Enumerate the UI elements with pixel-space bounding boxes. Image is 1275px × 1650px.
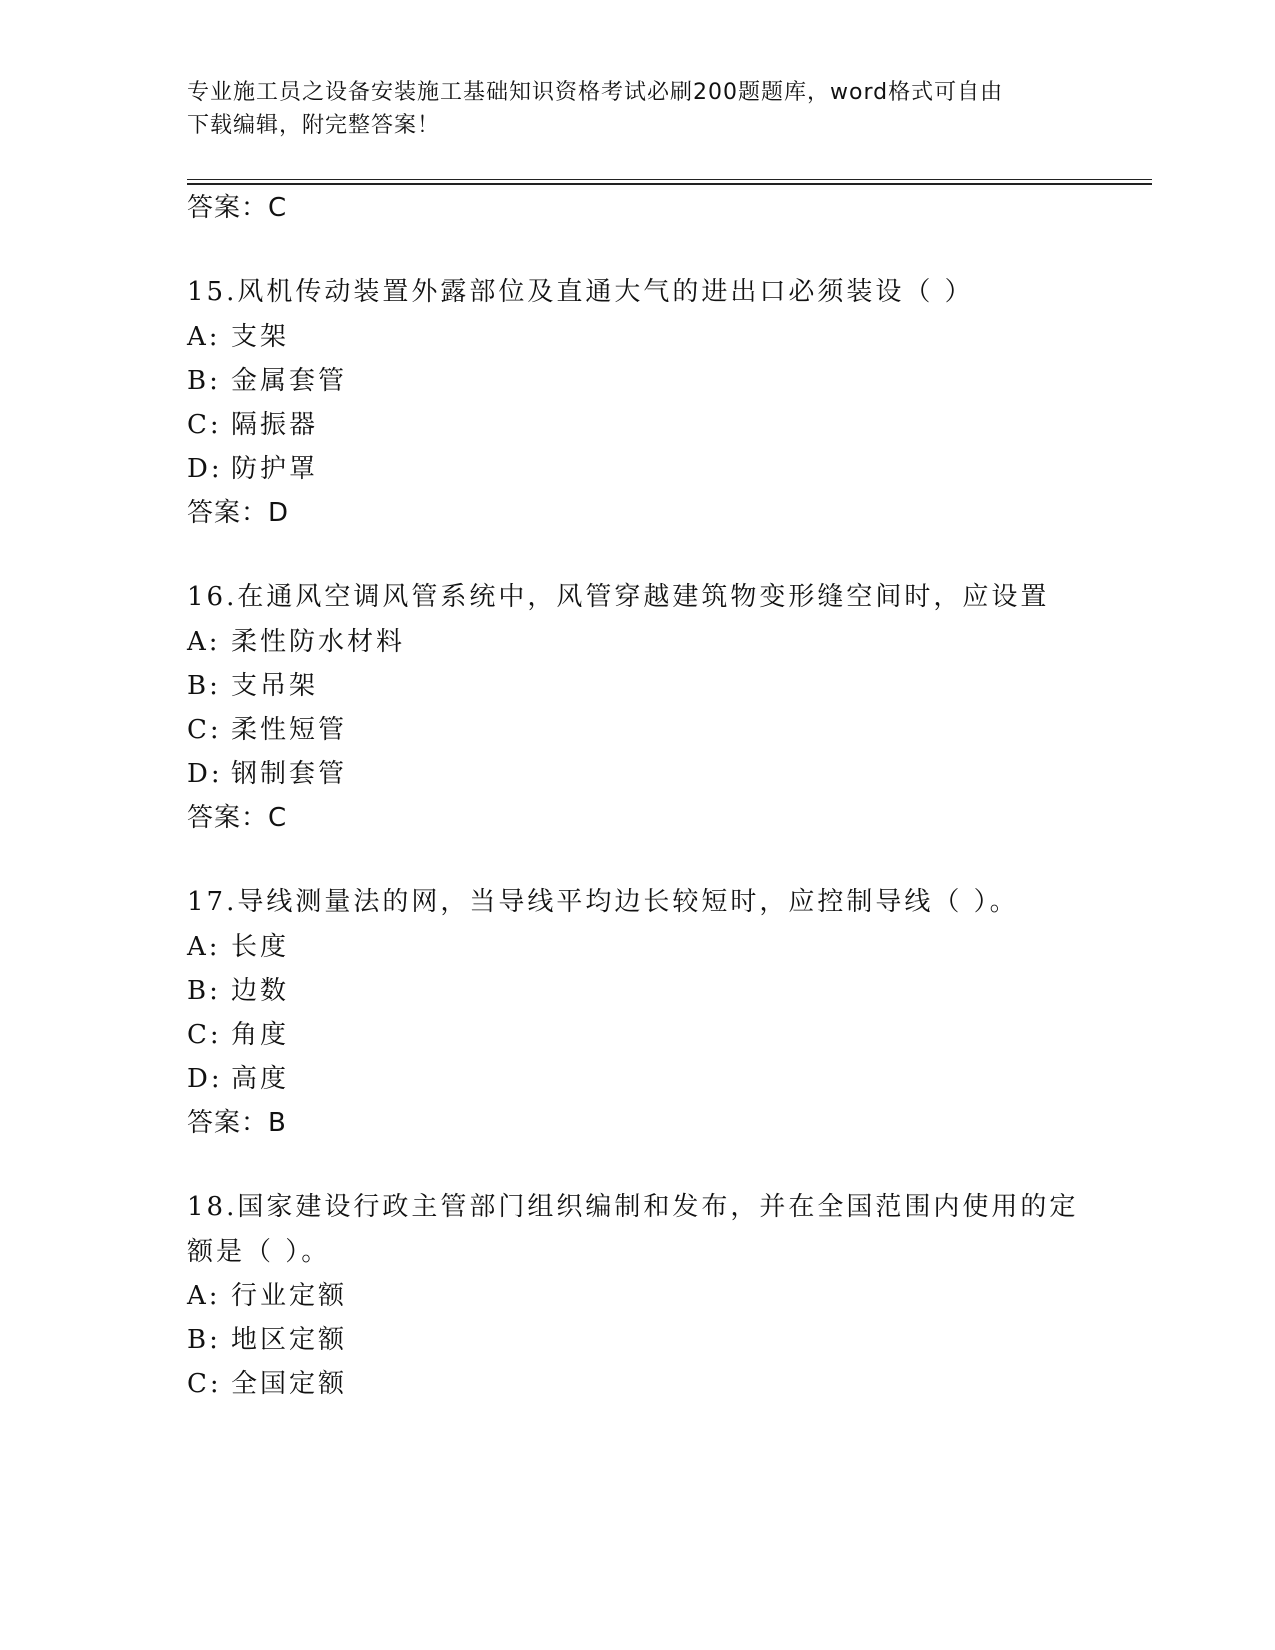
header-line-2: 下载编辑，附完整答案！ — [187, 113, 441, 138]
question-15-option-c — [187, 408, 318, 442]
question-17-stem: 17.导线测量法的网，当导线平均边长较短时，应控制导线（ ）。 — [187, 887, 1019, 917]
option-letter: A: — [187, 932, 221, 962]
header-divider-thick — [187, 183, 1152, 185]
option-letter: A: — [187, 627, 221, 657]
option-text: 隔振器 — [231, 410, 319, 440]
question-15-option-a — [187, 320, 289, 354]
option-letter: D: — [187, 454, 223, 484]
option-letter: B: — [187, 671, 221, 701]
option-letter: C: — [187, 715, 222, 745]
option-text: 支吊架 — [231, 671, 319, 701]
option-letter: A: — [187, 1281, 221, 1311]
option-letter: C: — [187, 1369, 222, 1399]
option-letter: A: — [187, 322, 221, 352]
question-15-option-b — [187, 364, 347, 398]
option-text: 钢制套管 — [231, 759, 348, 789]
option-text: 角度 — [231, 1020, 290, 1050]
question-16-stem: 16.在通风空调风管系统中，风管穿越建筑物变形缝空间时，应设置 — [187, 582, 1050, 612]
question-18-option-b — [187, 1323, 347, 1357]
option-text: 长度 — [231, 932, 290, 962]
option-letter: D: — [187, 759, 223, 789]
option-text: 支架 — [231, 322, 290, 352]
question-17-option-a — [187, 930, 289, 964]
option-letter: C: — [187, 410, 222, 440]
option-text: 地区定额 — [231, 1325, 348, 1355]
document-header — [187, 76, 1087, 142]
option-text: 防护罩 — [231, 454, 319, 484]
option-letter: B: — [187, 976, 221, 1006]
header-divider-thin — [187, 179, 1152, 180]
question-18-stem-line-2: 额是（ ）。 — [187, 1237, 331, 1267]
option-text: 高度 — [231, 1064, 290, 1094]
question-16-option-c — [187, 713, 347, 747]
question-17-answer: 答案：B — [187, 1108, 287, 1138]
option-text: 行业定额 — [231, 1281, 348, 1311]
question-16-option-b — [187, 669, 318, 703]
option-text: 金属套管 — [231, 366, 348, 396]
option-letter: B: — [187, 1325, 221, 1355]
question-17-option-c — [187, 1018, 289, 1052]
option-text: 柔性短管 — [231, 715, 348, 745]
option-letter: B: — [187, 366, 221, 396]
option-letter: C: — [187, 1020, 222, 1050]
option-text: 柔性防水材料 — [231, 627, 406, 657]
question-17-option-b — [187, 974, 289, 1008]
question-15-option-d — [187, 452, 318, 486]
question-16-option-d — [187, 757, 347, 791]
question-15-answer: 答案：D — [187, 498, 290, 528]
question-18-option-c — [187, 1367, 347, 1401]
question-18-stem-line-1: 18.国家建设行政主管部门组织编制和发布，并在全国范围内使用的定 — [187, 1192, 1079, 1222]
option-text: 边数 — [231, 976, 290, 1006]
option-letter: D: — [187, 1064, 223, 1094]
question-17-option-d — [187, 1062, 289, 1096]
header-line-1: 专业施工员之设备安装施工基础知识资格考试必刷200题题库，word格式可自由 — [187, 80, 1004, 105]
question-16-option-a — [187, 625, 405, 659]
previous-answer: 答案：C — [187, 193, 288, 223]
question-16-answer: 答案：C — [187, 803, 288, 833]
question-18-option-a — [187, 1279, 347, 1313]
question-15-stem: 15.风机传动装置外露部位及直通大气的进出口必须装设（ ） — [187, 277, 974, 307]
option-text: 全国定额 — [231, 1369, 348, 1399]
